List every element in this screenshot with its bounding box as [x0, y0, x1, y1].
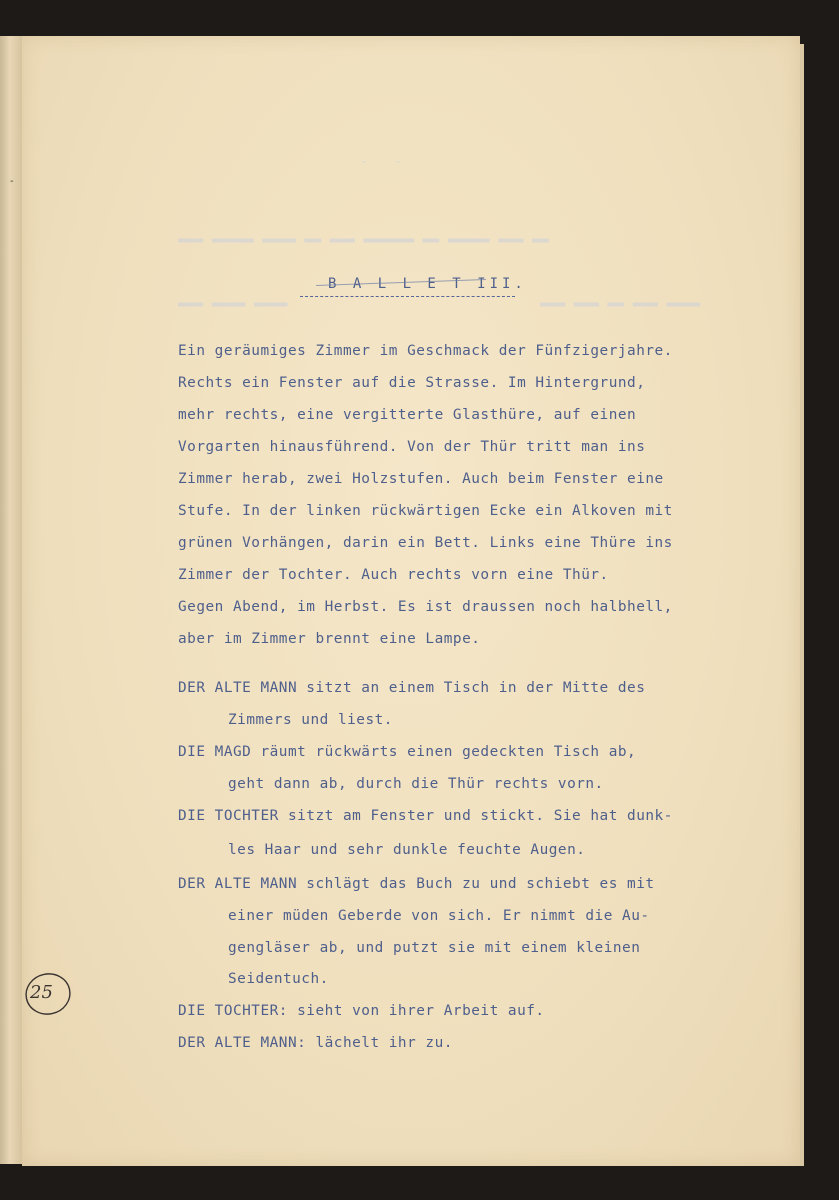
stage-direction: DIE MAGD räumt rückwärts einen gedeckten Tisch ab, — [178, 744, 637, 760]
paper-right-edge — [800, 44, 804, 1166]
stage-direction: DER ALTE MANN schlägt das Buch zu und schiebt es mit — [178, 876, 655, 892]
stage-direction-continuation: Seidentuch. — [228, 971, 329, 987]
stage-direction: DER ALTE MANN: lächelt ihr zu. — [178, 1035, 453, 1051]
paragraph-line: Zimmer der Tochter. Auch rechts vorn eine Thür. — [178, 567, 609, 583]
stage-direction-continuation: gengläser ab, und putzt sie mit einem kleinen — [228, 940, 641, 956]
page-title: B A L L E T III. — [328, 276, 527, 292]
margin-tick: ‐ — [10, 176, 14, 187]
bleed-through-mark: - - — [360, 154, 403, 170]
bleed-through-mark: ▬▬▬ ▬▬▬ ▬▬ ▬▬▬ ▬▬▬▬ — [540, 296, 701, 312]
paragraph-line: Ein geräumiges Zimmer im Geschmack der Fünfzigerjahre. — [178, 343, 673, 359]
paragraph-line: Vorgarten hinausführend. Von der Thür tritt man ins — [178, 439, 646, 455]
bleed-through-mark: ▬▬▬ ▬▬▬▬ ▬▬▬▬ — [178, 296, 288, 312]
stage-direction-continuation: Zimmers und liest. — [228, 712, 393, 728]
paragraph-line: Gegen Abend, im Herbst. Es ist draussen noch halbhell, — [178, 599, 673, 615]
stage-direction-continuation: geht dann ab, durch die Thür rechts vorn. — [228, 776, 604, 792]
stage-direction: DIE TOCHTER sitzt am Fenster und stickt. Sie hat dunk- — [178, 808, 673, 824]
paragraph-line: Stufe. In der linken rückwärtigen Ecke ein Alkoven mit — [178, 503, 673, 519]
bleed-through-mark: ▬▬▬ ▬▬▬▬▬ ▬▬▬▬ ▬▬ ▬▬▬ ▬▬▬▬▬▬ ▬▬ ▬▬▬▬▬ ▬▬▬ ▬▬ — [178, 232, 549, 248]
paragraph-line: Rechts ein Fenster auf die Strasse. Im Hintergrund, — [178, 375, 646, 391]
stage-direction: DIE TOCHTER: sieht von ihrer Arbeit auf. — [178, 1003, 545, 1019]
paragraph-line: mehr rechts, eine vergitterte Glasthüre, auf einen — [178, 407, 637, 423]
paragraph-line: Zimmer herab, zwei Holzstufen. Auch beim Fenster eine — [178, 471, 664, 487]
facing-page-edge — [0, 36, 23, 1164]
stage-direction-continuation: einer müden Geberde von sich. Er nimmt die Au- — [228, 908, 650, 924]
title-underline — [300, 296, 515, 297]
paragraph-line: aber im Zimmer brennt eine Lampe. — [178, 631, 481, 647]
folio-number: 25 — [30, 982, 53, 1003]
paragraph-line: grünen Vorhängen, darin ein Bett. Links eine Thüre ins — [178, 535, 673, 551]
stage-direction-continuation: les Haar und sehr dunkle feuchte Augen. — [228, 842, 586, 858]
stage-direction: DER ALTE MANN sitzt an einem Tisch in der Mitte des — [178, 680, 646, 696]
